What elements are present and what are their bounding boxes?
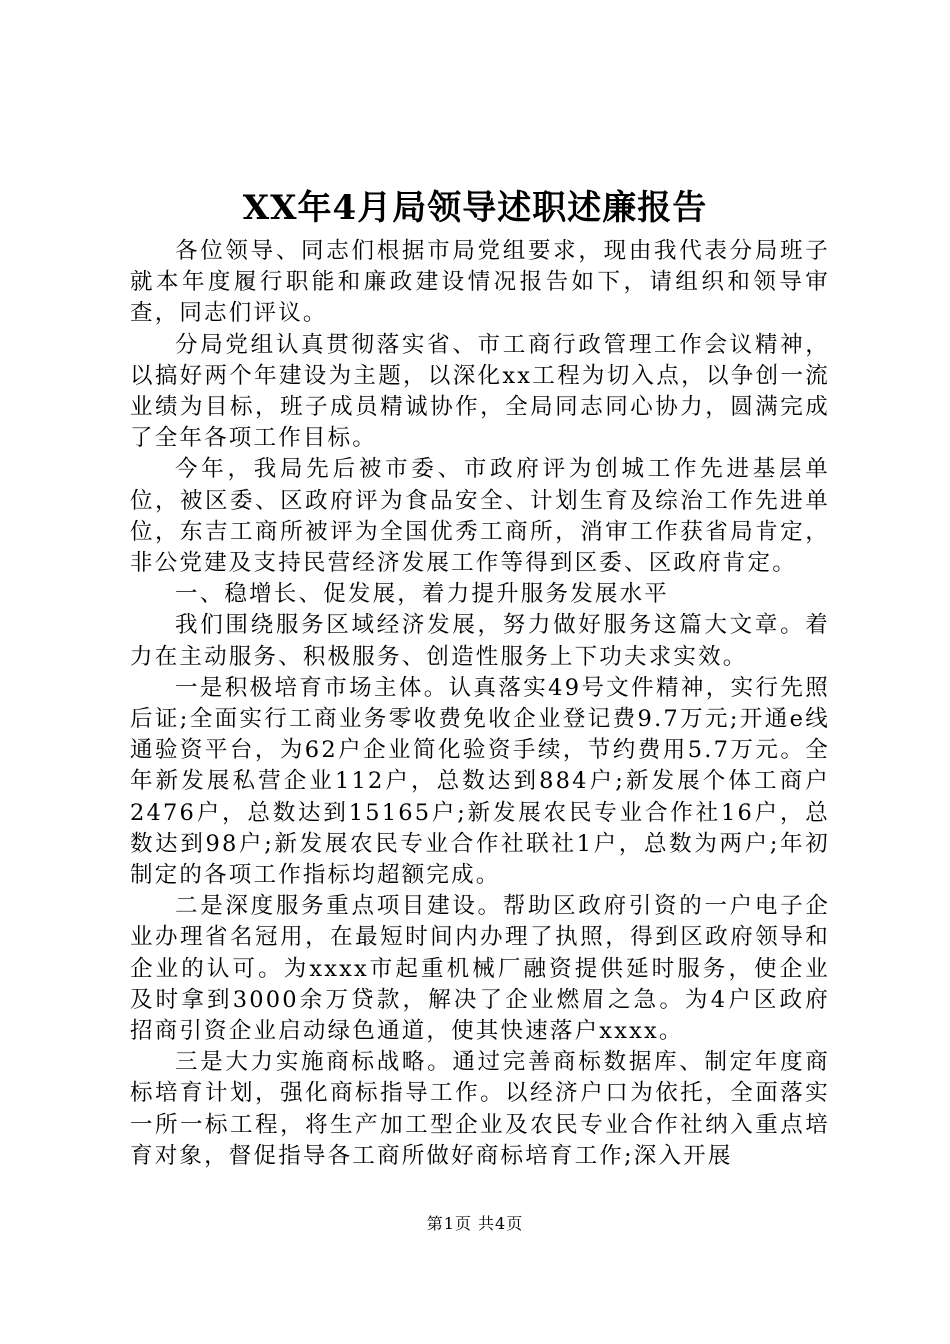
paragraph: 二是深度服务重点项目建设。帮助区政府引资的一户电子企业办理省名冠用，在最短时间内办理了执照，得到区政府领导和企业的认可。为xxxx市起重机械厂融资提供延时服务，使企业及时拿到3000余万贷款，解决了企业燃眉之急。为4户区政府招商引资企业启动绿色通道，使其快速落户xxxx。 <box>130 893 830 1045</box>
section-heading: 一、稳增长、促发展，着力提升服务发展水平 <box>175 581 670 608</box>
document-title: XX年4月局领导述职述廉报告 <box>242 188 708 228</box>
document-body <box>130 236 830 1172</box>
paragraph: 三是大力实施商标战略。通过完善商标数据库、制定年度商标培育计划，强化商标指导工作。以经济户口为依托，全面落实一所一标工程，将生产加工型企业及农民专业合作社纳入重点培育对象，督促指导各工商所做好商标培育工作;深入开展 <box>130 1049 830 1169</box>
paragraph: 一是积极培育市场主体。认真落实49号文件精神，实行先照后证;全面实行工商业务零收费免收企业登记费9.7万元;开通e线通验资平台，为62户企业简化验资手续，节约费用5.7万元。全年新发展私营企业112户，总数达到884户;新发展个体工商户2476户，总数达到15165户;新发展农民专业合作社16户，总数达到98户;新发展农民专业合作社联社1户，总数为两户;年初制定的各项工作指标均超额完成。 <box>130 674 830 889</box>
paragraph: 我们围绕服务区域经济发展，努力做好服务这篇大文章。着力在主动服务、积极服务、创造性服务上下功夫求实效。 <box>130 612 830 670</box>
paragraph: 各位领导、同志们根据市局党组要求，现由我代表分局班子就本年度履行职能和廉政建设情况报告如下，请组织和领导审查，同志们评议。 <box>130 238 830 327</box>
paragraph: 今年，我局先后被市委、市政府评为创城工作先进基层单位，被区委、区政府评为食品安全、计划生育及综治工作先进单位，东吉工商所被评为全国优秀工商所，消审工作获省局肯定，非公党建及支持民营经济发展工作等得到区委、区政府肯定。 <box>130 456 830 577</box>
page-number-footer: 第1页 共4页 <box>426 1214 524 1233</box>
paragraph: 分局党组认真贯彻落实省、市工商行政管理工作会议精神，以搞好两个年建设为主题，以深化xx工程为切入点，以争创一流业绩为目标，班子成员精诚协作，全局同志同心协力，圆满完成了全年各项工作目标。 <box>130 331 830 452</box>
